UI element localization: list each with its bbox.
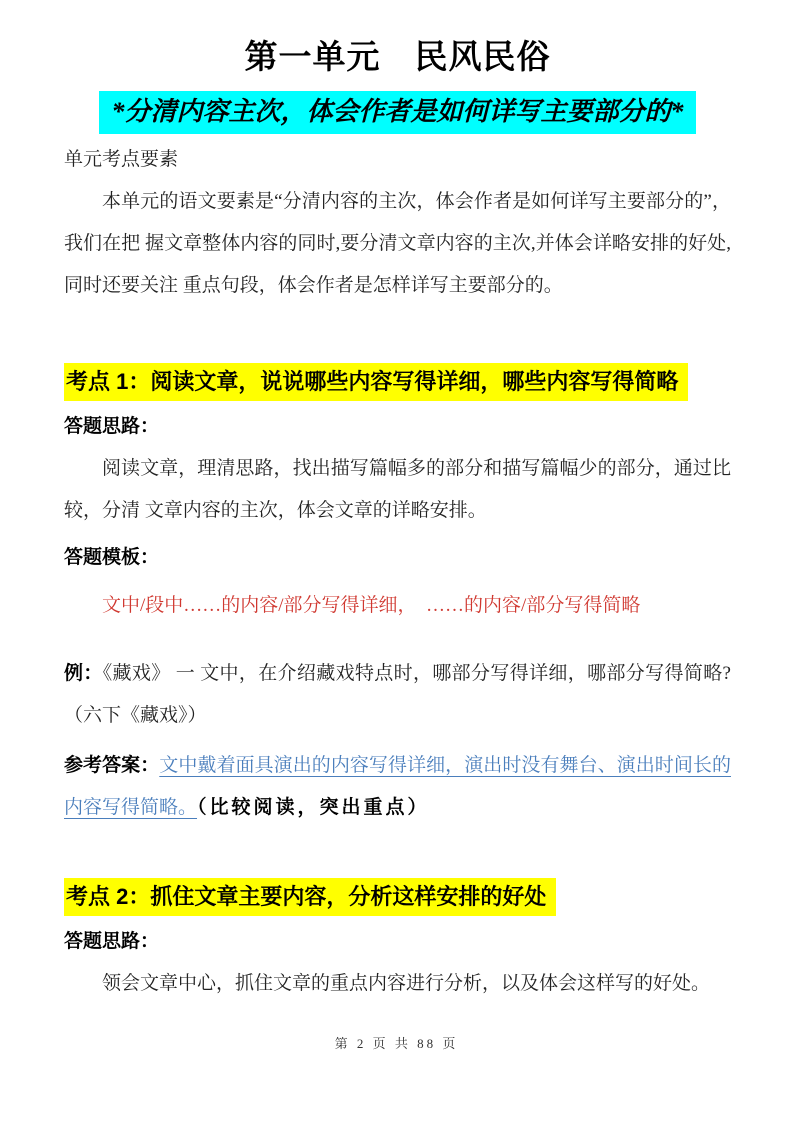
kaodian-1-heading: 考点 1：阅读文章，说说哪些内容写得详细，哪些内容写得简略 (64, 363, 688, 401)
answer-text: 文中戴着面具演出的内容写得详细，演出时没有舞台、演出时间长的内容写得简略。 (64, 755, 731, 818)
kaodian-2-section (64, 829, 731, 1005)
kaodian-1-section (64, 307, 731, 829)
kaodian-1-moban-label: 答题模板： (64, 547, 160, 568)
page-title: 第一单元 民风民俗 (244, 40, 551, 76)
kaodian-1-silu-label: 答题思路： (64, 416, 160, 437)
kaodian-2-silu-text: 领会文章中心，抓住文章的重点内容进行分析，以及体会这样写的好处。 (102, 973, 711, 994)
unit-focus-banner: *分清内容主次，体会作者是如何详写主要部分的* (99, 91, 695, 134)
example-label: 例： (64, 663, 103, 684)
kaodian-1-answer (64, 745, 731, 829)
kaodian-1-silu-text: 阅读文章，理清思路，找出描写篇幅多的部分和描写篇幅少的部分，通过比较，分清 文章内容的主次，体会文章的详略安排。 (64, 458, 731, 521)
kaodian-1-example (64, 653, 731, 737)
kaodian-1-moban-text: 文中/段中……的内容/部分写得详细， ……的内容/部分写得简略 (102, 595, 641, 616)
answer-label: 参考答案： (64, 755, 160, 776)
unit-focus-banner-row (64, 91, 731, 134)
example-text: 《藏戏》 一 文中，在介绍藏戏特点时，哪部分写得详细，哪部分写得简略?（六下《藏戏》） (64, 663, 731, 726)
unit-intro-paragraph: 本单元的语文要素是“分清内容的主次，体会作者是如何详写主要部分的”，我们在把 握文章整体内容的同时,要分清文章内容的主次,并体会详略安排的好处,同时还要关注 重点句段，体会作者是怎样详写主要部分的。 (64, 191, 731, 296)
answer-note: （比较阅读，突出重点） (197, 797, 430, 818)
unit-points-heading: 单元考点要素 (64, 149, 179, 170)
kaodian-2-silu-label: 答题思路： (64, 931, 160, 952)
kaodian-2-heading: 考点 2：抓住文章主要内容，分析这样安排的好处 (64, 878, 556, 916)
page-number-footer: 第 2 页 共 88 页 (334, 1036, 459, 1051)
